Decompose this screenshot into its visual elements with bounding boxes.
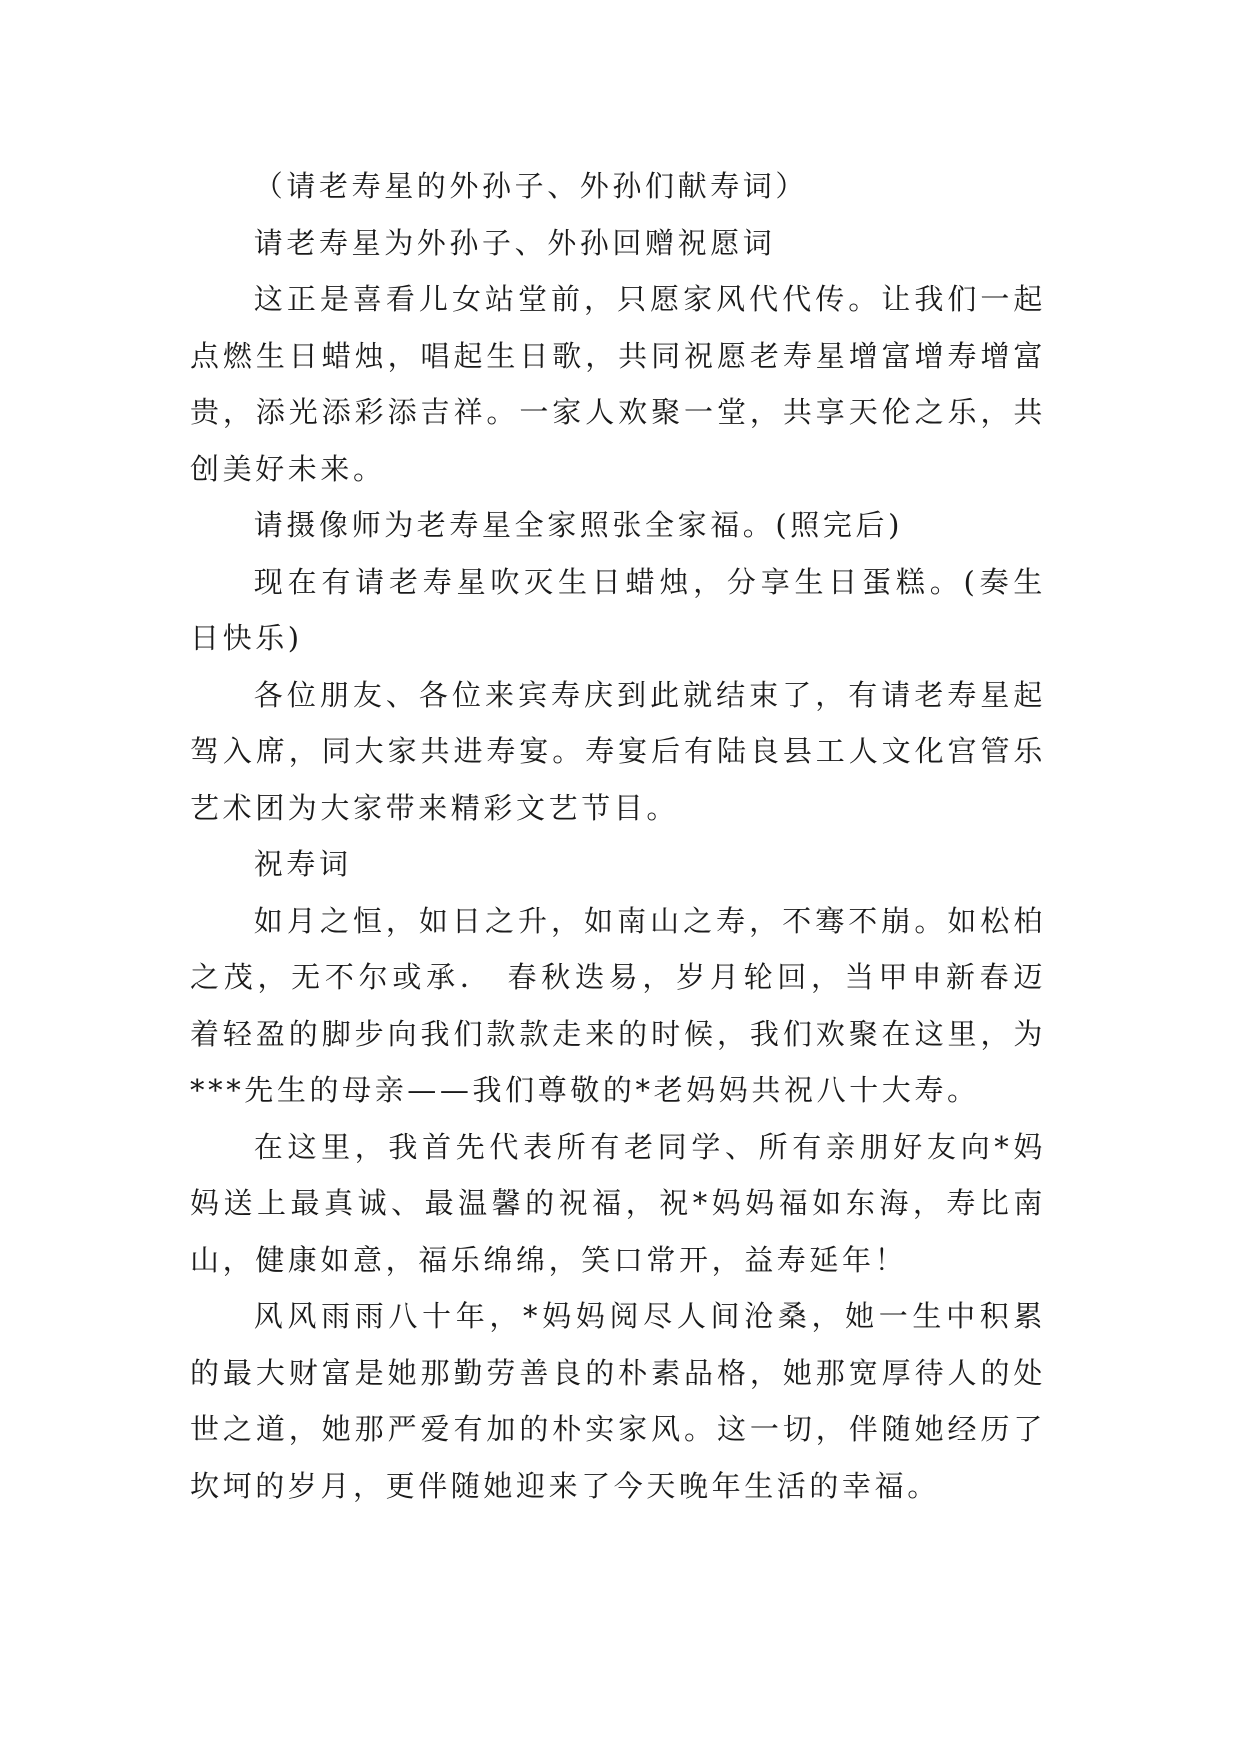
paragraph-candles: 这正是喜看儿女站堂前，只愿家风代代传。让我们一起点燃生日蜡烛，唱起生日歌，共同祝愿老寿星增富增寿增富贵，添光添彩添吉祥。一家人欢聚一堂，共享天伦之乐，共创美好未来。 bbox=[190, 282, 1046, 486]
paragraph-reply-blessing: 请老寿星为外孙子、外孙回赠祝愿词 bbox=[253, 225, 776, 260]
paragraph-wishes: 在这里，我首先代表所有老同学、所有亲朋好友向*妈妈送上最真诚、最温馨的祝福，祝*妈妈福如东海，寿比南山，健康如意，福乐绵绵，笑口常开，益寿延年！ bbox=[190, 1129, 1046, 1277]
paragraph-closing: 各位朋友、各位来宾寿庆到此就结束了，有请老寿星起驾入席，同大家共进寿宴。寿宴后有陆良县工人文化宫管乐艺术团为大家带来精彩文艺节目。 bbox=[190, 677, 1046, 825]
section-heading: 祝寿词 bbox=[253, 847, 352, 881]
paragraph-family-photo: 请摄像师为老寿星全家照张全家福。(照完后) bbox=[253, 508, 904, 542]
paragraph-eighty-years: 风风雨雨八十年，*妈妈阅尽人间沧桑，她一生中积累的最大财富是她那勤劳善良的朴素品格，她那宽厚待人的处世之道，她那严爱有加的朴实家风。这一切，伴随她经历了坎坷的岁月，更伴随她迎来了今天晚年生活的幸福。 bbox=[190, 1299, 1046, 1503]
paragraph-instruction-grandchildren: （请老寿星的外孙子、外孙们献寿词） bbox=[253, 169, 808, 203]
paragraph-opening-blessing: 如月之恒，如日之升，如南山之寿，不骞不崩。如松柏之茂，无不尔或承． 春秋迭易，岁月轮回，当甲申新春迈着轻盈的脚步向我们款款走来的时候，我们欢聚在这里，为***先生的母亲——我们尊敬的*老妈妈共祝八十大寿。 bbox=[190, 903, 1046, 1107]
paragraph-cake: 现在有请老寿星吹灭生日蜡烛，分享生日蛋糕。(奏生日快乐) bbox=[190, 564, 1046, 655]
document-body bbox=[190, 158, 1046, 1514]
